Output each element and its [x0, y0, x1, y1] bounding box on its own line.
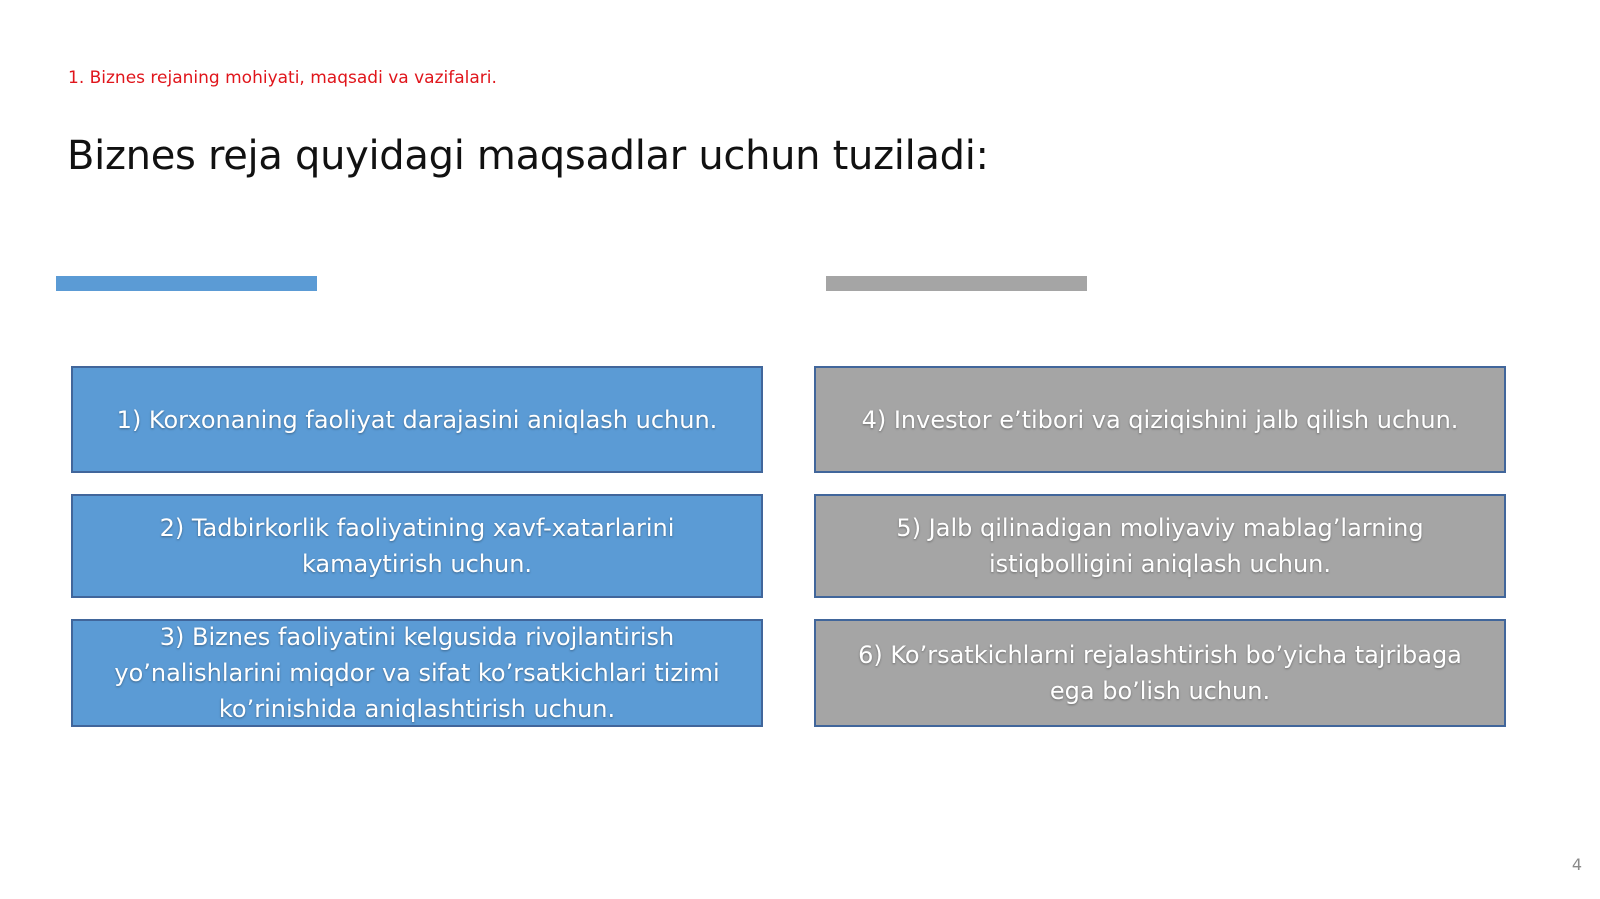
purpose-box-6: [814, 619, 1506, 727]
purpose-box-4: [814, 366, 1506, 473]
section-label: 1. Biznes rejaning mohiyati, maqsadi va vazifalari.: [68, 68, 497, 88]
gray-accent-bar: [826, 276, 1087, 291]
purpose-text-6: 6) Ko’rsatkichlarni rejalashtirish bo’yicha tajribaga ega bo’lish uchun.: [858, 641, 1462, 705]
page-number: 4: [1571, 855, 1582, 874]
purpose-text-4: 4) Investor e’tibori va qiziqishini jalb qilish uchun.: [861, 405, 1459, 434]
purpose-text-1: 1) Korxonaning faoliyat darajasini aniqlash uchun.: [116, 405, 718, 434]
blue-accent-bar: [56, 276, 317, 291]
slide-title: Biznes reja quyidagi maqsadlar uchun tuziladi:: [67, 133, 989, 179]
purpose-box-2: [71, 494, 763, 598]
purpose-text-3: 3) Biznes faoliyatini kelgusida rivojlantirish yo’nalishlarini miqdor va sifat ko’rsatkichlari tizimi ko’rinishida aniqlashtirish uchun.: [114, 623, 720, 723]
purpose-box-5: [814, 494, 1506, 598]
purpose-box-1: [71, 366, 763, 473]
purpose-box-3: [71, 619, 763, 727]
purpose-text-5: 5) Jalb qilinadigan moliyaviy mablag’larning istiqbolligini aniqlash uchun.: [896, 514, 1424, 578]
purpose-text-2: 2) Tadbirkorlik faoliyatining xavf-xatarlarini kamaytirish uchun.: [159, 514, 675, 578]
